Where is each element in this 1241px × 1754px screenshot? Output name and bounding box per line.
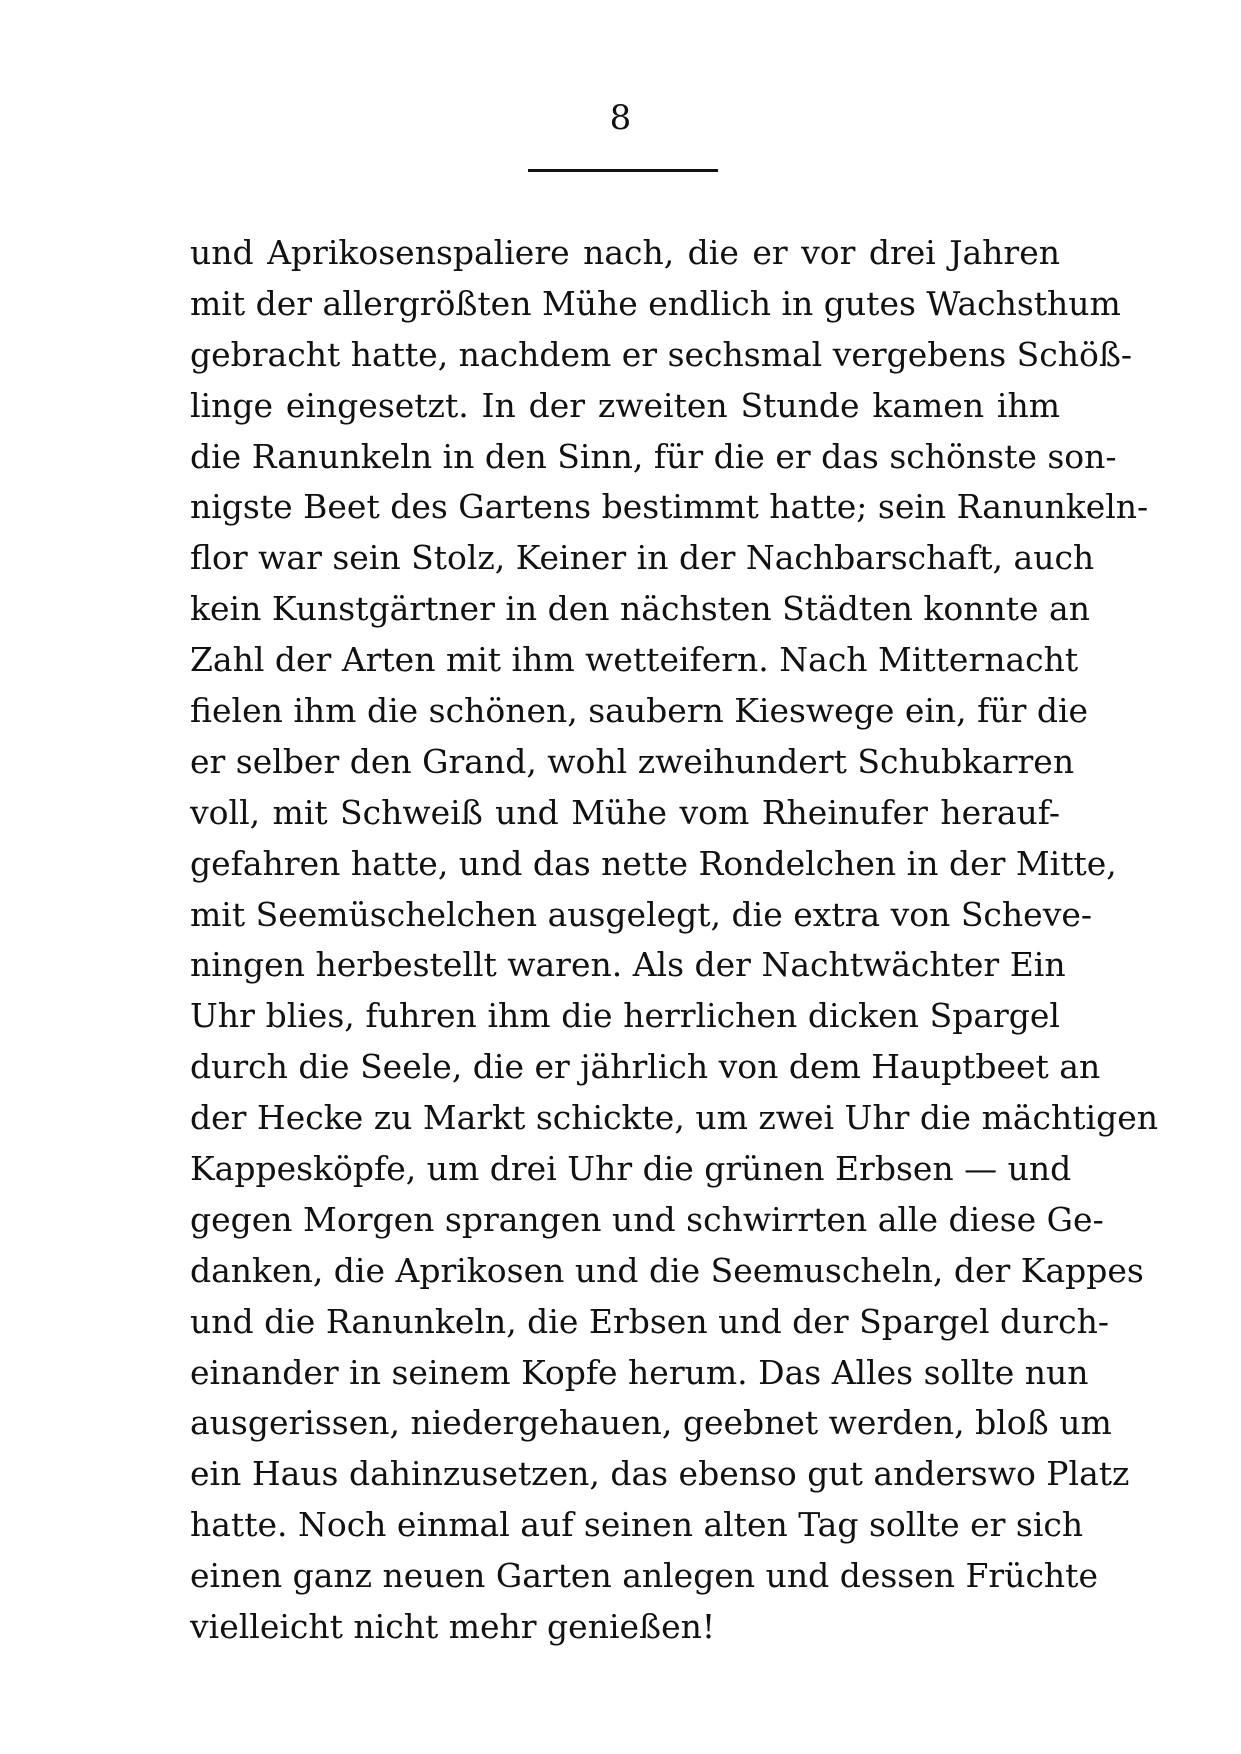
text-line: mit Seemüschelchen ausgelegt, die extra von Scheve- — [190, 894, 1093, 934]
text-line: gefahren hatte, und das nette Rondelchen in der Mitte, — [190, 843, 1117, 883]
text-line: gegen Morgen sprangen und schwirrten alle diese Ge- — [190, 1199, 1104, 1239]
text-line: kein Kunstgärtner in den nächsten Städten konnte an — [190, 589, 1090, 629]
text-line: ein Haus dahinzusetzen, das ebenso gut anderswo Platz — [190, 1454, 1130, 1494]
text-line: Zahl der Arten mit ihm wetteifern. Nach Mitternacht — [190, 640, 1079, 680]
text-line: mit der allergrößten Mühe endlich in gutes Wachsthum — [190, 283, 1121, 323]
text-line: hatte. Noch einmal auf seinen alten Tag sollte er sich — [190, 1505, 1084, 1545]
header-rule — [528, 169, 718, 172]
text-line: linge eingesetzt. In der zweiten Stunde kamen ihm — [190, 385, 1060, 425]
text-line: flor war sein Stolz, Keiner in der Nachbarschaft, auch — [190, 538, 1095, 578]
text-line: der Hecke zu Markt schickte, um zwei Uhr die mächtigen — [190, 1098, 1159, 1138]
text-line: er selber den Grand, wohl zweihundert Schubkarren — [190, 741, 1075, 781]
body-text — [190, 228, 1159, 1653]
text-line: nigste Beet des Gartens bestimmt hatte; sein Ranunkeln- — [190, 487, 1149, 527]
text-line: Uhr blies, fuhren ihm die herrlichen dicken Spargel — [190, 996, 1060, 1036]
page-number: 8 — [609, 98, 632, 138]
text-line: voll, mit Schweiß und Mühe vom Rheinufer herauf- — [190, 792, 1060, 832]
text-line: ningen herbestellt waren. Als der Nachtwächter Ein — [190, 945, 1066, 985]
text-line: ausgerissen, niedergehauen, geebnet werden, bloß um — [190, 1403, 1112, 1443]
text-line: danken, die Aprikosen und die Seemuscheln, der Kappes — [190, 1250, 1144, 1290]
text-line: und Aprikosenspaliere nach, die er vor drei Jahren — [190, 233, 1060, 272]
text-line: Kappesköpfe, um drei Uhr die grünen Erbsen — und — [190, 1149, 1072, 1189]
text-line: und die Ranunkeln, die Erbsen und der Spargel durch- — [190, 1301, 1110, 1341]
text-line: einen ganz neuen Garten anlegen und dessen Früchte — [190, 1556, 1098, 1596]
text-line: durch die Seele, die er jährlich von dem Hauptbeet an — [190, 1047, 1101, 1087]
text-line: einander in seinem Kopfe herum. Das Alles sollte nun — [190, 1352, 1089, 1392]
text-line: fielen ihm die schönen, saubern Kieswege ein, für die — [190, 691, 1089, 731]
text-line: vielleicht nicht mehr genießen! — [190, 1607, 716, 1647]
text-line: gebracht hatte, nachdem er sechsmal vergebens Schöß- — [190, 334, 1133, 374]
text-line: die Ranunkeln in den Sinn, für die er das schönste son- — [190, 436, 1117, 476]
